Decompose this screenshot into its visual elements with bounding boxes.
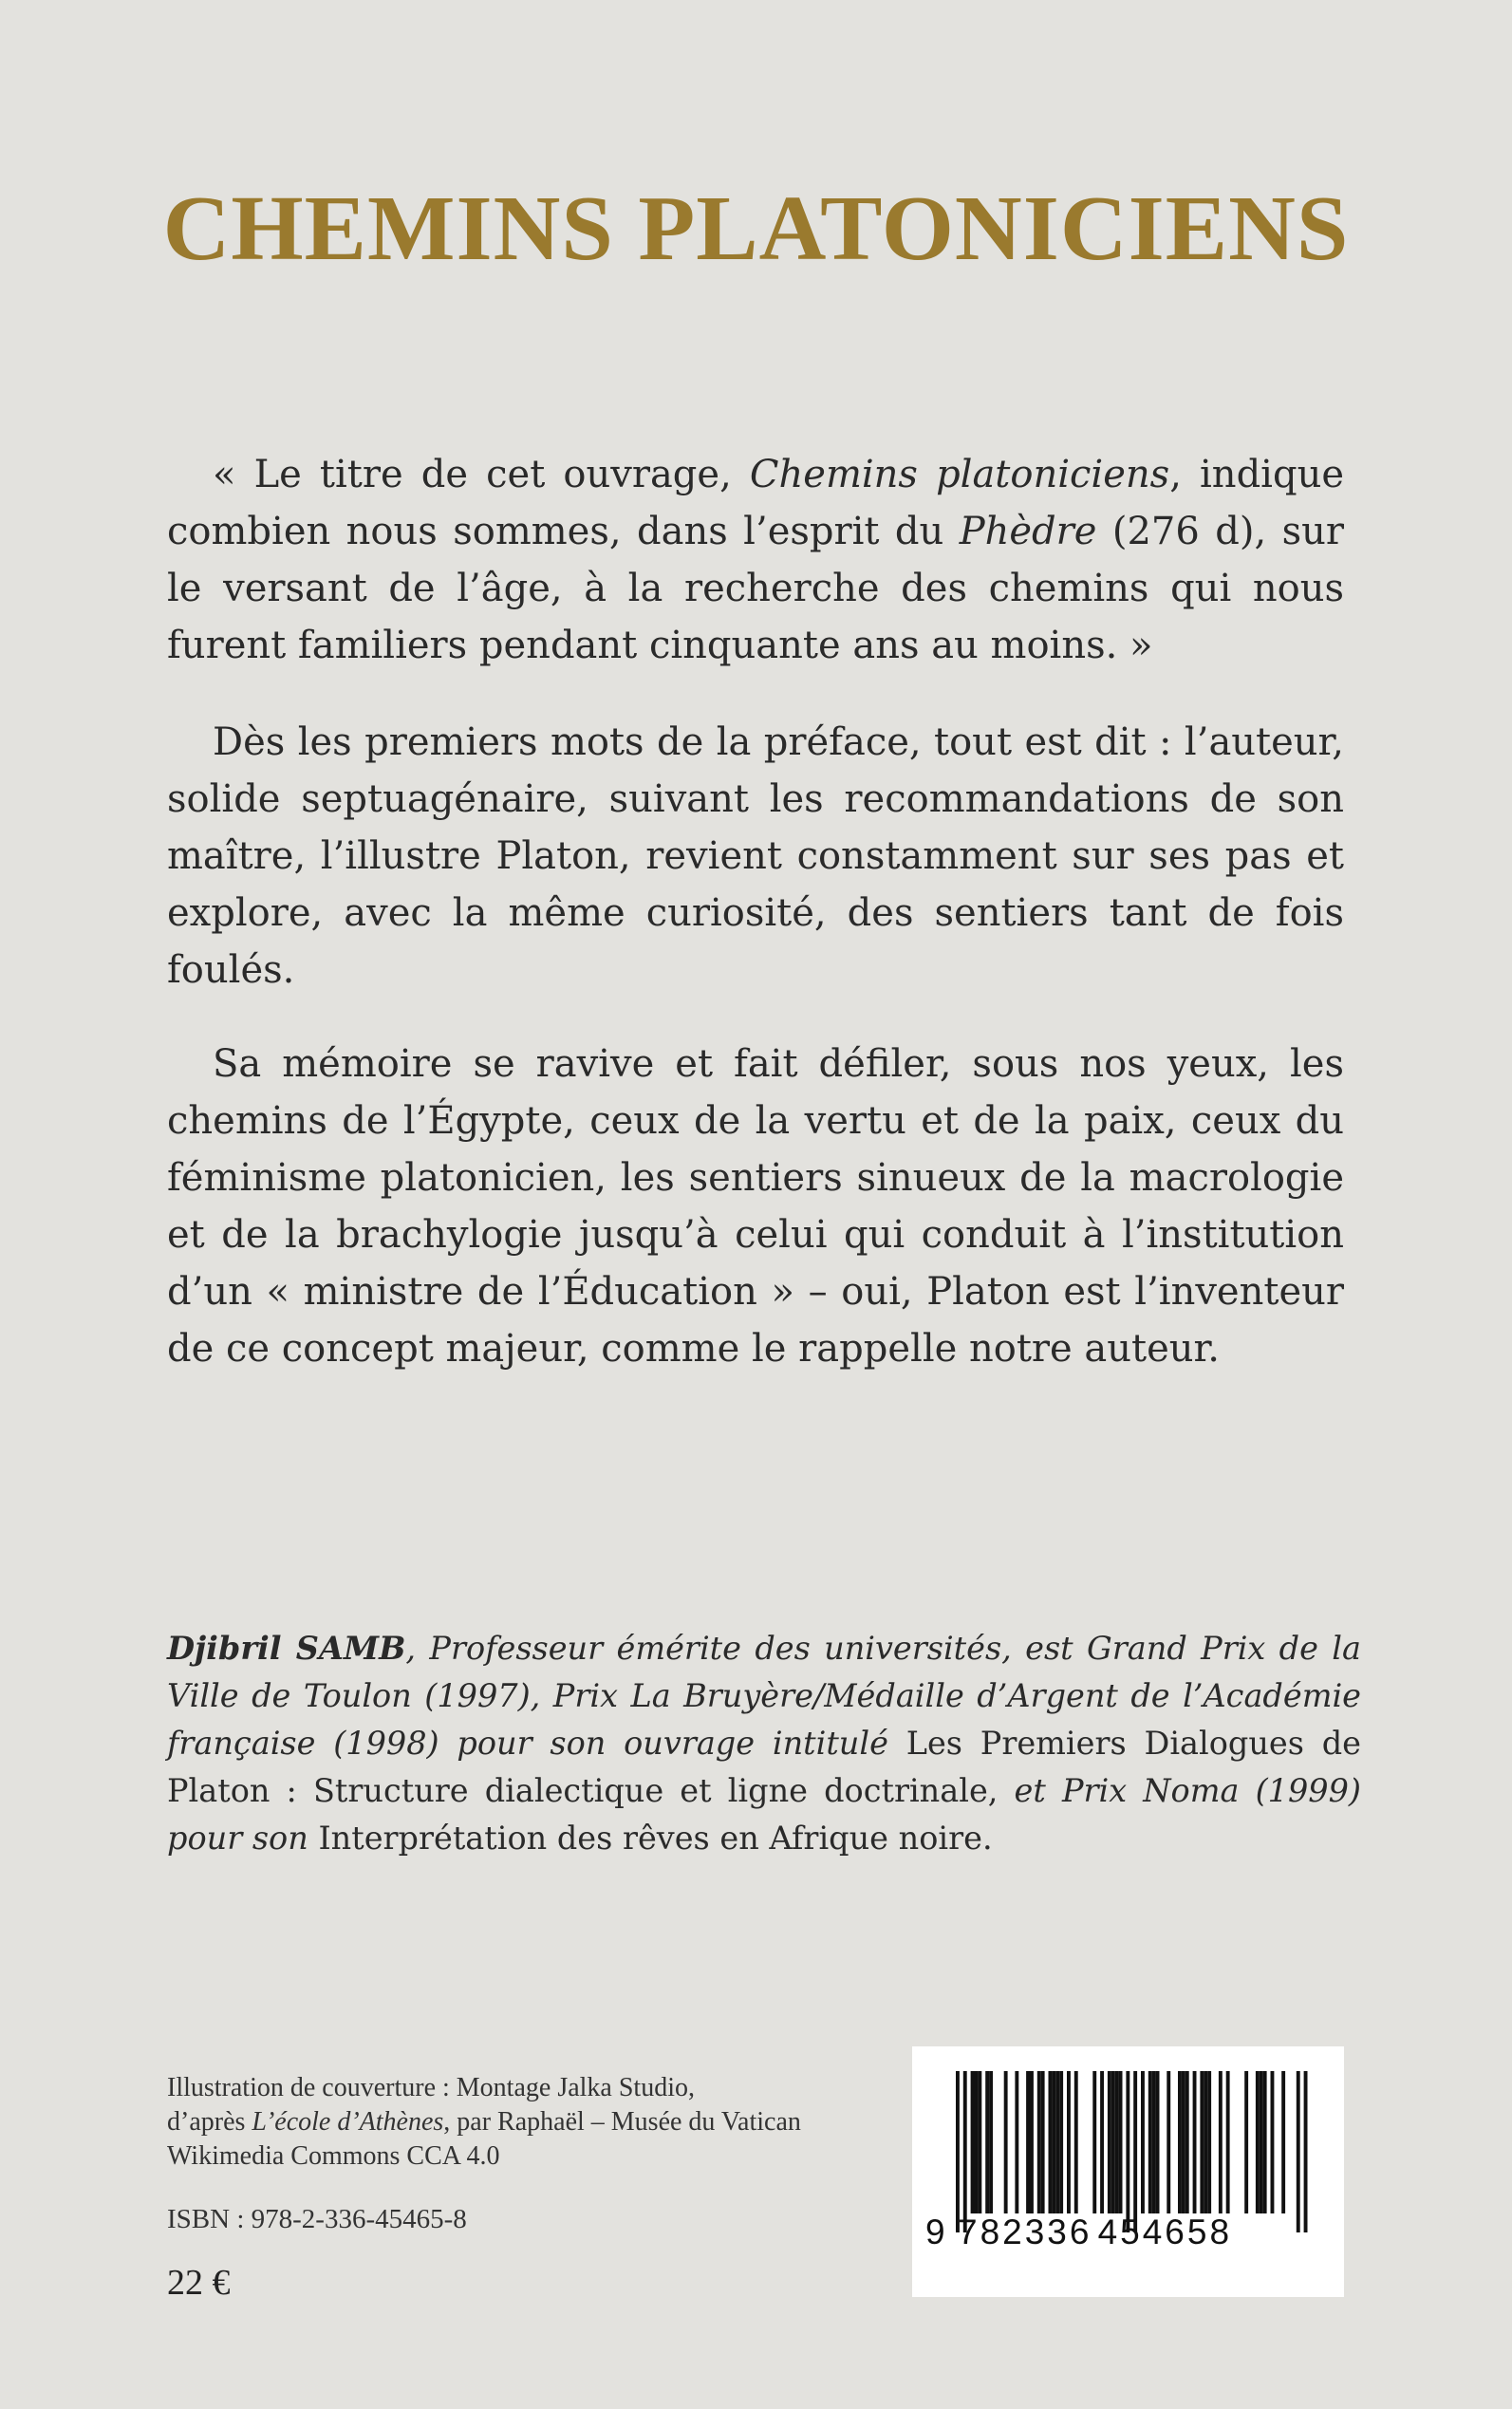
credits-line-3: Wikimedia Commons CCA 4.0 <box>167 2141 500 2171</box>
para1-text-pre: « Le titre de cet ouvrage, <box>213 453 750 496</box>
barcode-bar <box>1178 2071 1182 2213</box>
barcode-bar <box>1167 2071 1170 2213</box>
barcode-bar <box>1133 2071 1137 2232</box>
barcode-bar <box>1207 2071 1211 2213</box>
barcode-bar <box>1182 2071 1185 2213</box>
book-title: CHEMINS PLATONICIENS <box>162 177 1350 280</box>
blurb-paragraph-3: Sa mémoire se ravive et fait défiler, sous nos yeux, les chemins de l’Égypte, ceux de la vertu et de la paix, ceux du féminisme platonicien, les sentiers sinueux de la macrologie et de la brachylogie jusqu’à celui qui conduit à l’institution d’un « ministre de l’Éducation » – oui, Platon est l’inventeur de ce concept majeur, comme le rappelle notre auteur. <box>167 1042 1344 1371</box>
barcode-bar <box>1059 2071 1063 2213</box>
barcode-bar <box>1148 2071 1152 2213</box>
barcode-bar <box>1108 2071 1111 2213</box>
barcode-first-digit: 9 <box>925 2213 948 2251</box>
barcode-bar <box>1041 2071 1045 2213</box>
author-name: Djibril SAMB <box>167 1630 406 1667</box>
credits-artwork-title: L’école d’Athènes <box>252 2107 444 2137</box>
credits-line-2-post: , par Raphaël – Musée du Vatican <box>443 2107 801 2137</box>
barcode-bar <box>1111 2071 1115 2213</box>
barcode-bar <box>1100 2071 1104 2213</box>
para1-book-title: Chemins platoniciens <box>749 453 1170 496</box>
barcode-bar <box>1026 2071 1030 2213</box>
barcode-bar <box>1256 2071 1260 2213</box>
cover-credits <box>167 2071 850 2174</box>
barcode-bar <box>963 2071 967 2232</box>
credits-line-1: Illustration de couverture : Montage Jalka Studio, <box>167 2073 695 2102</box>
barcode-bar <box>985 2071 989 2213</box>
barcode-bar <box>1015 2071 1018 2213</box>
barcode-bar <box>1141 2071 1145 2213</box>
barcode-bar <box>1193 2071 1197 2213</box>
barcode-bar <box>975 2071 979 2213</box>
barcode-bar <box>1115 2071 1119 2213</box>
barcode-bar <box>1263 2071 1267 2213</box>
barcode-bar <box>1074 2071 1078 2213</box>
barcode-bar <box>1200 2071 1204 2213</box>
barcode-bar <box>1271 2071 1275 2213</box>
price-text: 22 € <box>167 2263 231 2303</box>
barcode-left-group: 782336 <box>958 2213 1092 2251</box>
barcode-bar <box>1281 2071 1285 2213</box>
barcode-bar <box>1052 2071 1055 2213</box>
barcode-bar <box>1156 2071 1160 2213</box>
barcode-bar <box>971 2071 975 2213</box>
para1-text-post: (276 d), sur le versant de l’âge, à la recherche des chemins qui nous furent familiers pendant cinquante ans au moins. » <box>167 510 1345 667</box>
credits-line-2-pre: d’après <box>167 2107 252 2137</box>
barcode-bar <box>956 2071 960 2232</box>
para1-phedre: Phèdre <box>959 510 1097 553</box>
barcode-bar <box>1244 2071 1248 2213</box>
barcode-bar <box>1067 2071 1071 2213</box>
author-bio-part1: , Professeur émérite des universités, est Grand Prix de la Ville de Toulon (1997), Prix La Bruyère/Médaille d’Argent de l’Académie française (1998) pour son ouvrage intitulé <box>167 1630 1361 1762</box>
barcode-bar <box>1126 2071 1129 2232</box>
barcode-bar <box>989 2071 993 2213</box>
barcode-bar <box>978 2071 981 2213</box>
barcode-bar <box>1185 2071 1189 2213</box>
barcode-bar <box>1204 2071 1207 2213</box>
barcode-bar <box>1092 2071 1096 2213</box>
barcode <box>912 2046 1344 2297</box>
barcode-bar <box>1152 2071 1156 2213</box>
author-book1: Les Premiers Dialogues de Platon : Structure dialectique et ligne doctrinale, <box>167 1725 1361 1809</box>
author-book2: Interprétation des rêves en Afrique noire. <box>318 1820 993 1857</box>
barcode-bar <box>1119 2071 1123 2213</box>
barcode-bar <box>1030 2071 1034 2213</box>
barcode-bar <box>1049 2071 1053 2213</box>
barcode-bar <box>1055 2071 1059 2213</box>
blurb-paragraph-2: Dès les premiers mots de la préface, tout est dit : l’auteur, solide septuagénaire, suivant les recommandations de son maître, l’illustre Platon, revient constamment sur ses pas et explore, avec la même curiosité, des sentiers tant de fois foulés. <box>167 720 1344 992</box>
author-bio <box>167 1625 1361 1862</box>
author-bio-part2: et Prix Noma (1999) pour son <box>167 1772 1361 1857</box>
para1-text-mid: , indique combien nous sommes, dans l’esprit du <box>167 453 1344 553</box>
barcode-bar <box>1304 2071 1308 2232</box>
barcode-right-group: 454658 <box>1097 2213 1233 2251</box>
barcode-bar <box>1004 2071 1008 2213</box>
barcode-bars <box>912 2046 1344 2297</box>
barcode-digits <box>925 2213 1334 2252</box>
barcode-bar <box>1226 2071 1230 2213</box>
barcode-bar <box>1260 2071 1263 2213</box>
credits-line-2 <box>167 2105 850 2139</box>
barcode-bar <box>1219 2071 1223 2213</box>
barcode-bar <box>1297 2071 1300 2232</box>
blurb-paragraph-1 <box>167 446 1344 674</box>
barcode-bar <box>1037 2071 1041 2213</box>
isbn-text: ISBN : 978-2-336-45465-8 <box>167 2204 467 2234</box>
